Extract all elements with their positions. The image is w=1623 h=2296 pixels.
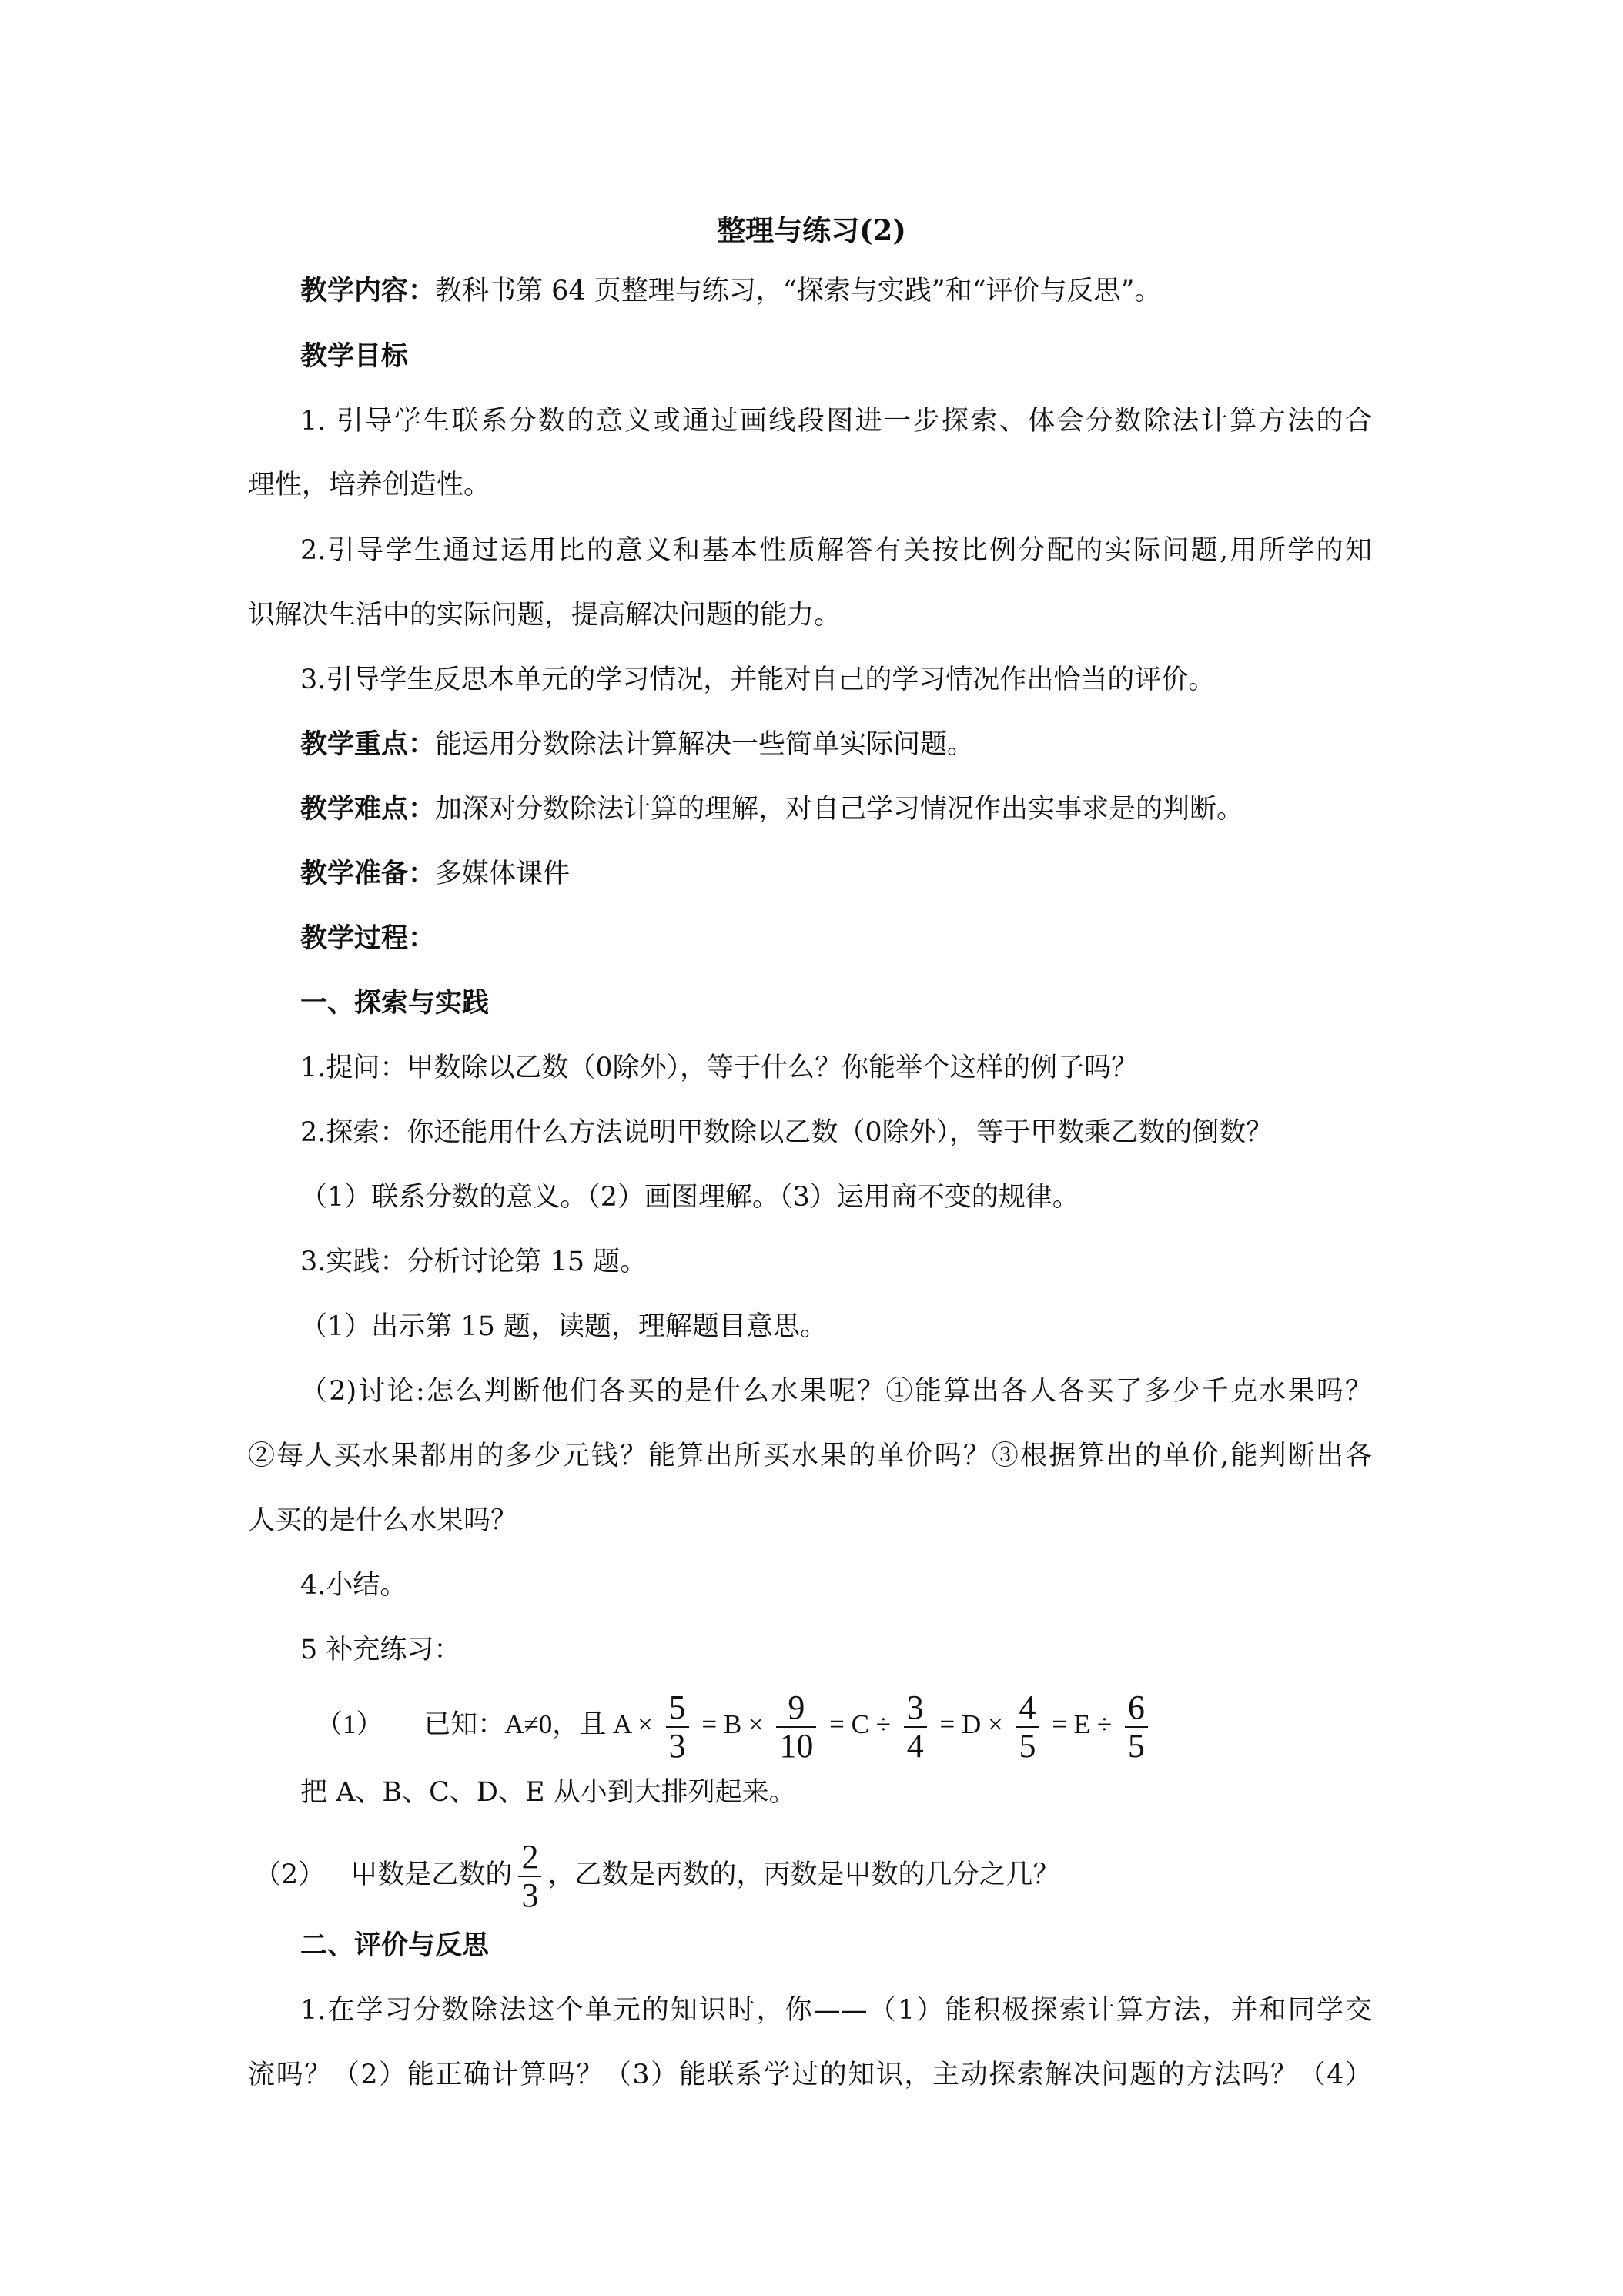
goal-1-line-1: 1. 引导学生联系分数的意义或通过画线段图进一步探索、体会分数除法计算方法的合 [300,406,1372,437]
section-1-item-7: 4.小结。 [300,1570,407,1601]
section-2-heading: 二、评价与反思 [300,1930,490,1961]
exercise-1-number: （1） [316,1709,383,1739]
exercise-2-suffix: ，乙数是丙数的，丙数是甲数的几分之几？ [547,1859,1060,1890]
section-1-item-3: （1）联系分数的意义。（2）画图理解。（3）运用商不变的规律。 [300,1182,1079,1213]
teaching-content [300,272,1161,310]
section-1-item-6-line-2: ②每人买水果都用的多少元钱？能算出所买水果的单价吗？③根据算出的单价,能判断出各 [248,1441,1372,1471]
teaching-goals-heading: 教学目标 [300,340,409,372]
exercise-1-task: 把 A、B、C、D、E 从小到大排列起来。 [300,1777,796,1808]
exercise-2-prefix: 甲数是乙数的 [350,1859,513,1890]
fraction-1: $\frac{5}{3}$ [666,1689,689,1765]
section-1-item-8: 5 补充练习： [300,1635,461,1665]
exercise-2-fraction: $\frac{2}{3}$ [518,1839,541,1914]
teaching-content-text: 教科书第 64 页整理与练习，“探索与实践”和“评价与反思”。 [435,276,1162,306]
exercise-2-number: （2） [254,1859,326,1890]
key-point-label: 教学重点： [300,728,436,760]
difficulty-text: 加深对分数除法计算的理解，对自己学习情况作出实事求是的判断。 [435,794,1244,825]
goal-2-line-1: 2.引导学生通过运用比的意义和基本性质解答有关按比例分配的实际问题,用所学的知 [300,535,1372,566]
preparation-text: 多媒体课件 [435,858,571,889]
fraction-3: $\frac{3}{4}$ [904,1689,927,1765]
operator-1: = B × [701,1709,764,1739]
operator-2: = C ÷ [829,1709,891,1739]
section-1-item-2: 2.探索：你还能用什么方法说明甲数除以乙数（0除外），等于甲数乘乙数的倒数？ [300,1117,1273,1148]
difficulty-label: 教学难点： [300,793,436,825]
goal-2-line-2: 识解决生活中的实际问题，提高解决问题的能力。 [248,600,842,631]
preparation [300,855,570,893]
exercise-1-prefix: 已知：A≠0，且 A × [423,1709,653,1739]
section-1-item-6-line-1: （2)讨论:怎么判断他们各买的是什么水果呢？①能算出各人各买了多少千克水果吗？ [300,1376,1372,1407]
section-2-item-1-line-2: 流吗？（2）能正确计算吗？（3）能联系学过的知识，主动探索解决问题的方法吗？（4） [248,2060,1372,2090]
goal-1-line-2: 理性，培养创造性。 [248,470,491,500]
section-1-heading: 一、探索与实践 [300,987,490,1019]
goal-3: 3.引导学生反思本单元的学习情况，并能对自己的学习情况作出恰当的评价。 [300,664,1216,695]
section-1-item-4: 3.实践：分析讨论第 15 题。 [300,1247,648,1277]
section-1-item-5: （1）出示第 15 题，读题，理解题目意思。 [300,1311,828,1342]
operator-3: = D × [939,1709,1003,1739]
preparation-label: 教学准备： [300,858,436,889]
exercise-2 [254,1832,1059,1917]
difficulty [300,790,1243,828]
section-1-item-1: 1.提问：甲数除以乙数（0除外），等于什么？你能举个这样的例子吗？ [300,1053,1139,1083]
fraction-2: $\frac{9}{10}$ [776,1689,816,1765]
teaching-content-label: 教学内容： [300,275,436,306]
exercise-1-formula [316,1682,1154,1767]
fraction-4: $\frac{4}{5}$ [1016,1689,1039,1765]
fraction-5: $\frac{6}{5}$ [1125,1689,1148,1765]
operator-4: = E ÷ [1052,1709,1113,1739]
section-1-item-6-line-3: 人买的是什么水果吗？ [248,1505,518,1536]
key-point-text: 能运用分数除法计算解决一些简单实际问题。 [435,729,975,760]
process-heading: 教学过程： [300,922,436,954]
section-2-item-1-line-1: 1.在学习分数除法这个单元的知识时，你——（1）能积极探索计算方法，并和同学交 [300,1995,1372,2026]
document-title: 整理与练习(2) [717,213,906,247]
key-point [300,725,974,764]
